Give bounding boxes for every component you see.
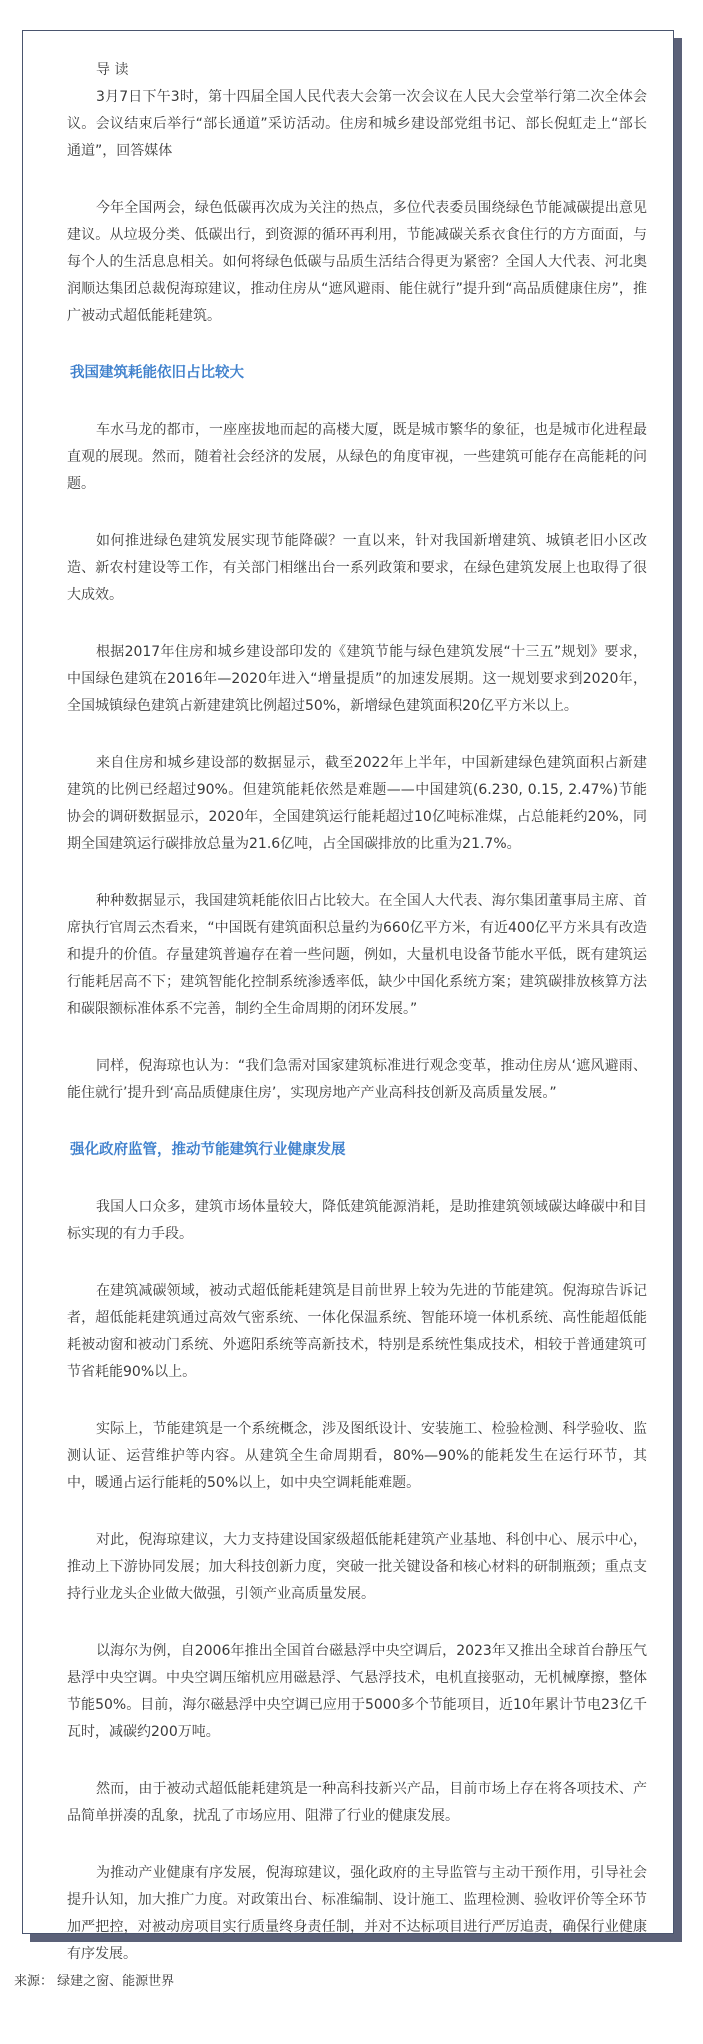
article-paragraph: 我国人口众多，建筑市场体量较大，降低建筑能源消耗，是助推建筑领域碳达峰碳中和目标实现的有力手段。 [67, 1199, 647, 1242]
section-title-government-oversight: 强化政府监管，推动节能建筑行业健康发展 [70, 1142, 346, 1158]
source-credit: 来源： 绿建之窗、能源世界 [14, 1974, 175, 1989]
article-paragraph: 来自住房和城乡建设部的数据显示，截至2022年上半年，中国新建绿色建筑面积占新建建筑的比例已经超过90%。但建筑能耗依然是难题——中国建筑(6.230, 0.15, 2.47%)节能协会的调研数据显示，2020年，全国建筑运行能耗超过10亿吨标准煤，占总能耗约20%，同期全国建筑运行碳排放总量为21.6亿吨，占全国碳排放的比重为21.7%。 [67, 755, 647, 852]
article-paragraph: 实际上，节能建筑是一个系统概念，涉及图纸设计、安装施工、检验检测、科学验收、监测认证、运营维护等内容。从建筑全生命周期看，80%—90%的能耗发生在运行环节，其中，暖通占运行能耗的50%以上，如中央空调耗能难题。 [67, 1421, 647, 1491]
article-paragraph: 今年全国两会，绿色低碳再次成为关注的热点，多位代表委员围绕绿色节能减碳提出意见建议。从垃圾分类、低碳出行，到资源的循环再利用，节能减碳关系衣食住行的方方面面，与每个人的生活息息相关。如何将绿色低碳与品质生活结合得更为紧密？全国人大代表、河北奥润顺达集团总裁倪海琼建议，推动住房从“遮风避雨、能住就行”提升到“高品质健康住房”，推广被动式超低能耗建筑。 [67, 200, 647, 324]
article-card [22, 30, 674, 1962]
article-paragraph: 如何推进绿色建筑发展实现节能降碳？一直以来，针对我国新增建筑、城镇老旧小区改造、新农村建设等工作，有关部门相继出台一系列政策和要求，在绿色建筑发展上也取得了很大成效。 [67, 533, 647, 603]
article-paragraph: 在建筑减碳领域，被动式超低能耗建筑是目前世界上较为先进的节能建筑。倪海琼告诉记者，超低能耗建筑通过高效气密系统、一体化保温系统、智能环境一体机系统、高性能超低能耗被动窗和被动门系统、外遮阳系统等高新技术，特别是系统性集成技术，相较于普通建筑可节省耗能90%以上。 [67, 1283, 647, 1380]
article-paragraph: 为推动产业健康有序发展，倪海琼建议，强化政府的主导监管与主动干预作用，引导社会提升认知，加大推广力度。对政策出台、标准编制、设计施工、监理检测、验收评价等全环节加严把控，对被动房项目实行质量终身责任制，并对不达标项目进行严厉追责，确保行业健康有序发展。 [67, 1865, 647, 1962]
intro-label: 导 读 [96, 62, 129, 78]
intro-paragraph: 3月7日下午3时，第十四届全国人民代表大会第一次会议在人民大会堂举行第二次全体会议。会议结束后举行“部长通道”采访活动。住房和城乡建设部党组书记、部长倪虹走上“部长通道”，回答媒体 [67, 89, 647, 159]
article-paragraph: 车水马龙的都市，一座座拔地而起的高楼大厦，既是城市繁华的象征，也是城市化进程最直观的展现。然而，随着社会经济的发展，从绿色的角度审视，一些建筑可能存在高能耗的问题。 [67, 422, 647, 492]
section-title-energy-share: 我国建筑耗能依旧占比较大 [70, 365, 244, 381]
article-paragraph: 种种数据显示，我国建筑耗能依旧占比较大。在全国人大代表、海尔集团董事局主席、首席执行官周云杰看来，“中国既有建筑面积总量约为660亿平方米，有近400亿平方米具有改造和提升的价值。存量建筑普遍存在着一些问题，例如，大量机电设备节能水平低，既有建筑运行能耗居高不下；建筑智能化控制系统渗透率低，缺少中国化系统方案；建筑碳排放核算方法和碳限额标准体系不完善，制约全生命周期的闭环发展。” [67, 893, 647, 1017]
article-paragraph: 根据2017年住房和城乡建设部印发的《建筑节能与绿色建筑发展“十三五”规划》要求，中国绿色建筑在2016年—2020年进入“增量提质”的加速发展期。这一规划要求到2020年，全国城镇绿色建筑占新建建筑比例超过50%，新增绿色建筑面积20亿平方米以上。 [67, 644, 647, 714]
article-paragraph: 以海尔为例，自2006年推出全国首台磁悬浮中央空调后，2023年又推出全球首台静压气悬浮中央空调。中央空调压缩机应用磁悬浮、气悬浮技术，电机直接驱动，无机械摩擦，整体节能50%。目前，海尔磁悬浮中央空调已应用于5000多个节能项目，近10年累计节电23亿千瓦时，减碳约200万吨。 [67, 1643, 647, 1740]
article-paragraph: 然而，由于被动式超低能耗建筑是一种高科技新兴产品，目前市场上存在将各项技术、产品简单拼凑的乱象，扰乱了市场应用、阻滞了行业的健康发展。 [67, 1781, 647, 1824]
article-paragraph: 同样，倪海琼也认为：“我们急需对国家建筑标准进行观念变革，推动住房从‘遮风避雨、能住就行’提升到‘高品质健康住房’，实现房地产产业高科技创新及高质量发展。” [67, 1058, 647, 1101]
article-paragraph: 对此，倪海琼建议，大力支持建设国家级超低能耗建筑产业基地、科创中心、展示中心，推动上下游协同发展；加大科技创新力度，突破一批关键设备和核心材料的研制瓶颈；重点支持行业龙头企业做大做强，引领产业高质量发展。 [67, 1532, 647, 1602]
